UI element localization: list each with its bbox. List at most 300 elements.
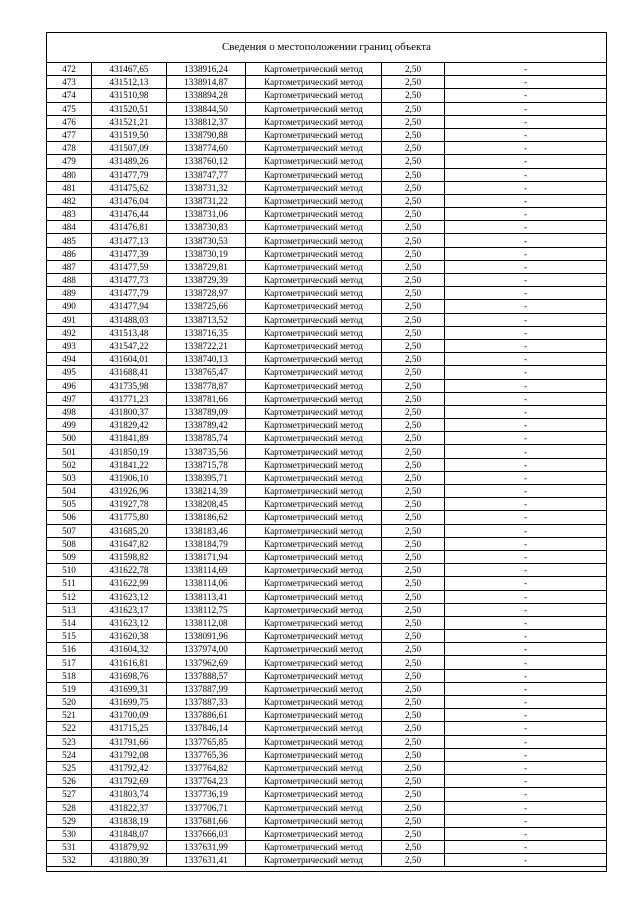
accuracy-cell: 2,50: [382, 379, 445, 392]
coord-y-cell: 1338914,87: [167, 76, 246, 89]
coord-x-cell: 431476,81: [92, 221, 167, 234]
point-number-cell: 527: [47, 788, 92, 801]
accuracy-cell: 2,50: [382, 722, 445, 735]
point-number-cell: 482: [47, 194, 92, 207]
table-row: [47, 287, 607, 300]
table-row: [47, 590, 607, 603]
point-number-cell: 474: [47, 89, 92, 102]
accuracy-cell: 2,50: [382, 550, 445, 563]
point-number-cell: 479: [47, 155, 92, 168]
table-row: [47, 696, 607, 709]
point-number-cell: 531: [47, 841, 92, 854]
accuracy-cell: 2,50: [382, 260, 445, 273]
coord-x-cell: 431489,26: [92, 155, 167, 168]
accuracy-cell: 2,50: [382, 603, 445, 616]
coord-x-cell: 431477,94: [92, 300, 167, 313]
accuracy-cell: 2,50: [382, 102, 445, 115]
point-number-cell: 525: [47, 761, 92, 774]
point-number-cell: 514: [47, 616, 92, 629]
point-number-cell: 529: [47, 814, 92, 827]
coord-y-cell: 1338731,22: [167, 194, 246, 207]
table-row: [47, 458, 607, 471]
coord-y-cell: 1338730,53: [167, 234, 246, 247]
accuracy-cell: 2,50: [382, 419, 445, 432]
point-number-cell: 480: [47, 168, 92, 181]
table-row: [47, 392, 607, 405]
document-title: Сведения о местоположении границ объекта: [221, 41, 432, 53]
coord-y-cell: 1338785,74: [167, 432, 246, 445]
accuracy-cell: 2,50: [382, 353, 445, 366]
method-cell: Картометрический метод: [246, 564, 382, 577]
point-number-cell: 478: [47, 142, 92, 155]
note-cell: -: [445, 577, 607, 590]
note-cell: -: [445, 590, 607, 603]
method-cell: Картометрический метод: [246, 76, 382, 89]
coord-x-cell: 431792,42: [92, 761, 167, 774]
accuracy-cell: 2,50: [382, 537, 445, 550]
table-row: [47, 353, 607, 366]
table-row: [47, 722, 607, 735]
method-cell: Картометрический метод: [246, 392, 382, 405]
point-number-cell: 472: [47, 63, 92, 76]
point-number-cell: 524: [47, 748, 92, 761]
accuracy-cell: 2,50: [382, 788, 445, 801]
table-row: [47, 775, 607, 788]
point-number-cell: 501: [47, 445, 92, 458]
note-cell: -: [445, 630, 607, 643]
coord-x-cell: 431879,92: [92, 841, 167, 854]
table-row: [47, 76, 607, 89]
coord-x-cell: 431620,38: [92, 630, 167, 643]
note-cell: -: [445, 234, 607, 247]
accuracy-cell: 2,50: [382, 682, 445, 695]
method-cell: Картометрический метод: [246, 616, 382, 629]
coord-x-cell: 431477,73: [92, 274, 167, 287]
table-row: [47, 221, 607, 234]
method-cell: Картометрический метод: [246, 128, 382, 141]
point-number-cell: 528: [47, 801, 92, 814]
coord-x-cell: 431688,41: [92, 366, 167, 379]
table-row: [47, 550, 607, 563]
accuracy-cell: 2,50: [382, 841, 445, 854]
coord-y-cell: 1338730,19: [167, 247, 246, 260]
accuracy-cell: 2,50: [382, 761, 445, 774]
accuracy-cell: 2,50: [382, 339, 445, 352]
accuracy-cell: 2,50: [382, 696, 445, 709]
table-row: [47, 524, 607, 537]
coord-y-cell: 1338747,77: [167, 168, 246, 181]
coord-y-cell: 1338214,39: [167, 485, 246, 498]
coord-y-cell: 1337765,85: [167, 735, 246, 748]
note-cell: -: [445, 274, 607, 287]
coord-y-cell: 1338186,62: [167, 511, 246, 524]
note-cell: -: [445, 168, 607, 181]
point-number-cell: 497: [47, 392, 92, 405]
table-row: [47, 761, 607, 774]
point-number-cell: 510: [47, 564, 92, 577]
note-cell: -: [445, 656, 607, 669]
coord-x-cell: 431715,25: [92, 722, 167, 735]
table-row: [47, 801, 607, 814]
accuracy-cell: 2,50: [382, 89, 445, 102]
accuracy-cell: 2,50: [382, 392, 445, 405]
coord-x-cell: 431598,82: [92, 550, 167, 563]
table-row: [47, 89, 607, 102]
accuracy-cell: 2,50: [382, 128, 445, 141]
table-row: [47, 471, 607, 484]
point-number-cell: 473: [47, 76, 92, 89]
note-cell: -: [445, 669, 607, 682]
method-cell: Картометрический метод: [246, 550, 382, 563]
point-number-cell: 521: [47, 709, 92, 722]
coord-x-cell: 431477,79: [92, 168, 167, 181]
point-number-cell: 476: [47, 115, 92, 128]
coord-x-cell: 431841,22: [92, 458, 167, 471]
note-cell: -: [445, 524, 607, 537]
note-cell: -: [445, 643, 607, 656]
method-cell: Картометрический метод: [246, 194, 382, 207]
coord-y-cell: 1338844,50: [167, 102, 246, 115]
table-row: [47, 115, 607, 128]
coord-x-cell: 431838,19: [92, 814, 167, 827]
accuracy-cell: 2,50: [382, 511, 445, 524]
coord-y-cell: 1338812,37: [167, 115, 246, 128]
coord-y-cell: 1338735,56: [167, 445, 246, 458]
method-cell: Картометрический метод: [246, 89, 382, 102]
accuracy-cell: 2,50: [382, 709, 445, 722]
coord-y-cell: 1338765,47: [167, 366, 246, 379]
point-number-cell: 485: [47, 234, 92, 247]
accuracy-cell: 2,50: [382, 735, 445, 748]
coord-y-cell: 1338114,69: [167, 564, 246, 577]
coord-y-cell: 1338778,87: [167, 379, 246, 392]
coord-x-cell: 431880,39: [92, 854, 167, 867]
accuracy-cell: 2,50: [382, 247, 445, 260]
coord-x-cell: 431477,59: [92, 260, 167, 273]
note-cell: -: [445, 696, 607, 709]
note-cell: -: [445, 221, 607, 234]
coord-y-cell: 1337974,00: [167, 643, 246, 656]
method-cell: Картометрический метод: [246, 577, 382, 590]
coord-y-cell: 1338113,41: [167, 590, 246, 603]
accuracy-cell: 2,50: [382, 669, 445, 682]
method-cell: Картометрический метод: [246, 603, 382, 616]
point-number-cell: 519: [47, 682, 92, 695]
point-number-cell: 484: [47, 221, 92, 234]
coord-y-cell: 1338395,71: [167, 471, 246, 484]
point-number-cell: 488: [47, 274, 92, 287]
method-cell: Картометрический метод: [246, 801, 382, 814]
method-cell: Картометрический метод: [246, 181, 382, 194]
note-cell: -: [445, 366, 607, 379]
accuracy-cell: 2,50: [382, 115, 445, 128]
coord-x-cell: 431647,82: [92, 537, 167, 550]
note-cell: -: [445, 709, 607, 722]
note-cell: -: [445, 326, 607, 339]
coord-y-cell: 1337886,61: [167, 709, 246, 722]
point-number-cell: 517: [47, 656, 92, 669]
coord-x-cell: 431622,78: [92, 564, 167, 577]
accuracy-cell: 2,50: [382, 194, 445, 207]
note-cell: -: [445, 63, 607, 76]
note-cell: -: [445, 511, 607, 524]
note-cell: -: [445, 485, 607, 498]
method-cell: Картометрический метод: [246, 115, 382, 128]
table-row: [47, 63, 607, 76]
note-cell: -: [445, 603, 607, 616]
coord-y-cell: 1337764,23: [167, 775, 246, 788]
method-cell: Картометрический метод: [246, 63, 382, 76]
accuracy-cell: 2,50: [382, 221, 445, 234]
note-cell: -: [445, 353, 607, 366]
note-cell: -: [445, 761, 607, 774]
point-number-cell: 477: [47, 128, 92, 141]
note-cell: -: [445, 537, 607, 550]
coord-x-cell: 431513,48: [92, 326, 167, 339]
coord-y-cell: 1337666,03: [167, 827, 246, 840]
table-row: [47, 656, 607, 669]
accuracy-cell: 2,50: [382, 405, 445, 418]
coord-x-cell: 431791,66: [92, 735, 167, 748]
note-cell: -: [445, 247, 607, 260]
method-cell: Картометрический метод: [246, 287, 382, 300]
accuracy-cell: 2,50: [382, 564, 445, 577]
note-cell: -: [445, 814, 607, 827]
coord-x-cell: 431520,51: [92, 102, 167, 115]
accuracy-cell: 2,50: [382, 801, 445, 814]
note-cell: -: [445, 287, 607, 300]
method-cell: Картометрический метод: [246, 366, 382, 379]
method-cell: Картометрический метод: [246, 788, 382, 801]
method-cell: Картометрический метод: [246, 854, 382, 867]
note-cell: -: [445, 405, 607, 418]
accuracy-cell: 2,50: [382, 814, 445, 827]
table-row: [47, 709, 607, 722]
coord-x-cell: 431604,32: [92, 643, 167, 656]
coord-y-cell: 1338731,32: [167, 181, 246, 194]
coord-y-cell: 1338781,66: [167, 392, 246, 405]
table-row: [47, 445, 607, 458]
document-frame: [46, 32, 607, 872]
method-cell: Картометрический метод: [246, 841, 382, 854]
point-number-cell: 499: [47, 419, 92, 432]
coord-y-cell: 1337631,99: [167, 841, 246, 854]
note-cell: -: [445, 260, 607, 273]
accuracy-cell: 2,50: [382, 234, 445, 247]
note-cell: -: [445, 788, 607, 801]
method-cell: Картометрический метод: [246, 339, 382, 352]
table-row: [47, 788, 607, 801]
note-cell: -: [445, 392, 607, 405]
coord-x-cell: 431841,89: [92, 432, 167, 445]
table-row: [47, 247, 607, 260]
point-number-cell: 526: [47, 775, 92, 788]
table-row: [47, 419, 607, 432]
table-row: [47, 300, 607, 313]
accuracy-cell: 2,50: [382, 445, 445, 458]
coord-y-cell: 1338894,28: [167, 89, 246, 102]
coord-x-cell: 431623,12: [92, 616, 167, 629]
method-cell: Картометрический метод: [246, 761, 382, 774]
coord-y-cell: 1338091,96: [167, 630, 246, 643]
accuracy-cell: 2,50: [382, 208, 445, 221]
coord-x-cell: 431510,98: [92, 89, 167, 102]
table-row: [47, 128, 607, 141]
coord-y-cell: 1338731,06: [167, 208, 246, 221]
method-cell: Картометрический метод: [246, 537, 382, 550]
coord-y-cell: 1337962,69: [167, 656, 246, 669]
coord-y-cell: 1338183,46: [167, 524, 246, 537]
note-cell: -: [445, 339, 607, 352]
coord-x-cell: 431623,17: [92, 603, 167, 616]
method-cell: Картометрический метод: [246, 669, 382, 682]
table-row: [47, 827, 607, 840]
coord-x-cell: 431792,08: [92, 748, 167, 761]
method-cell: Картометрический метод: [246, 353, 382, 366]
coord-y-cell: 1338729,81: [167, 260, 246, 273]
coord-x-cell: 431477,13: [92, 234, 167, 247]
coord-x-cell: 431512,13: [92, 76, 167, 89]
method-cell: Картометрический метод: [246, 590, 382, 603]
accuracy-cell: 2,50: [382, 168, 445, 181]
point-number-cell: 522: [47, 722, 92, 735]
point-number-cell: 496: [47, 379, 92, 392]
coord-x-cell: 431604,01: [92, 353, 167, 366]
table-row: [47, 432, 607, 445]
point-number-cell: 518: [47, 669, 92, 682]
note-cell: -: [445, 564, 607, 577]
note-cell: -: [445, 854, 607, 867]
accuracy-cell: 2,50: [382, 181, 445, 194]
note-cell: -: [445, 841, 607, 854]
point-number-cell: 530: [47, 827, 92, 840]
point-number-cell: 483: [47, 208, 92, 221]
coord-y-cell: 1337887,99: [167, 682, 246, 695]
method-cell: Картометрический метод: [246, 722, 382, 735]
accuracy-cell: 2,50: [382, 643, 445, 656]
note-cell: -: [445, 748, 607, 761]
note-cell: -: [445, 313, 607, 326]
method-cell: Картометрический метод: [246, 234, 382, 247]
point-number-cell: 508: [47, 537, 92, 550]
table-row: [47, 630, 607, 643]
accuracy-cell: 2,50: [382, 458, 445, 471]
note-cell: -: [445, 194, 607, 207]
note-cell: -: [445, 801, 607, 814]
coord-y-cell: 1338112,08: [167, 616, 246, 629]
accuracy-cell: 2,50: [382, 274, 445, 287]
accuracy-cell: 2,50: [382, 142, 445, 155]
coord-y-cell: 1338729,39: [167, 274, 246, 287]
point-number-cell: 513: [47, 603, 92, 616]
coord-y-cell: 1338728,97: [167, 287, 246, 300]
table-row: [47, 669, 607, 682]
table-row: [47, 603, 607, 616]
point-number-cell: 504: [47, 485, 92, 498]
coord-x-cell: 431488,03: [92, 313, 167, 326]
accuracy-cell: 2,50: [382, 471, 445, 484]
table-row: [47, 841, 607, 854]
coord-x-cell: 431803,74: [92, 788, 167, 801]
coord-y-cell: 1338789,42: [167, 419, 246, 432]
table-row: [47, 234, 607, 247]
method-cell: Картометрический метод: [246, 827, 382, 840]
coord-y-cell: 1337765,36: [167, 748, 246, 761]
accuracy-cell: 2,50: [382, 854, 445, 867]
table-row: [47, 537, 607, 550]
table-row: [47, 366, 607, 379]
coord-y-cell: 1338715,78: [167, 458, 246, 471]
coord-x-cell: 431521,21: [92, 115, 167, 128]
coord-x-cell: 431926,96: [92, 485, 167, 498]
note-cell: -: [445, 208, 607, 221]
coord-y-cell: 1337887,33: [167, 696, 246, 709]
table-row: [47, 313, 607, 326]
coord-x-cell: 431623,12: [92, 590, 167, 603]
method-cell: Картометрический метод: [246, 168, 382, 181]
method-cell: Картометрический метод: [246, 630, 382, 643]
coord-y-cell: 1338184,79: [167, 537, 246, 550]
coord-x-cell: 431906,10: [92, 471, 167, 484]
point-number-cell: 523: [47, 735, 92, 748]
method-cell: Картометрический метод: [246, 524, 382, 537]
method-cell: Картометрический метод: [246, 274, 382, 287]
coord-x-cell: 431700,09: [92, 709, 167, 722]
coord-y-cell: 1337888,57: [167, 669, 246, 682]
method-cell: Картометрический метод: [246, 102, 382, 115]
table-row: [47, 485, 607, 498]
accuracy-cell: 2,50: [382, 287, 445, 300]
point-number-cell: 512: [47, 590, 92, 603]
note-cell: -: [445, 775, 607, 788]
coord-y-cell: 1338171,94: [167, 550, 246, 563]
point-number-cell: 500: [47, 432, 92, 445]
table-row: [47, 735, 607, 748]
note-cell: -: [445, 155, 607, 168]
point-number-cell: 509: [47, 550, 92, 563]
note-cell: -: [445, 458, 607, 471]
accuracy-cell: 2,50: [382, 76, 445, 89]
coord-y-cell: 1337681,66: [167, 814, 246, 827]
table-row: [47, 274, 607, 287]
note-cell: -: [445, 682, 607, 695]
method-cell: Картометрический метод: [246, 643, 382, 656]
coord-x-cell: 431547,22: [92, 339, 167, 352]
note-cell: -: [445, 128, 607, 141]
point-number-cell: 486: [47, 247, 92, 260]
point-number-cell: 495: [47, 366, 92, 379]
table-row: [47, 379, 607, 392]
coord-y-cell: 1338725,66: [167, 300, 246, 313]
coord-x-cell: 431507,09: [92, 142, 167, 155]
point-number-cell: 491: [47, 313, 92, 326]
method-cell: Картометрический метод: [246, 498, 382, 511]
point-number-cell: 511: [47, 577, 92, 590]
table-row: [47, 102, 607, 115]
table-row: [47, 405, 607, 418]
accuracy-cell: 2,50: [382, 656, 445, 669]
method-cell: Картометрический метод: [246, 313, 382, 326]
coord-x-cell: 431771,23: [92, 392, 167, 405]
method-cell: Картометрический метод: [246, 221, 382, 234]
table-row: [47, 564, 607, 577]
point-number-cell: 502: [47, 458, 92, 471]
note-cell: -: [445, 181, 607, 194]
note-cell: -: [445, 735, 607, 748]
coord-x-cell: 431622,99: [92, 577, 167, 590]
point-number-cell: 493: [47, 339, 92, 352]
note-cell: -: [445, 498, 607, 511]
